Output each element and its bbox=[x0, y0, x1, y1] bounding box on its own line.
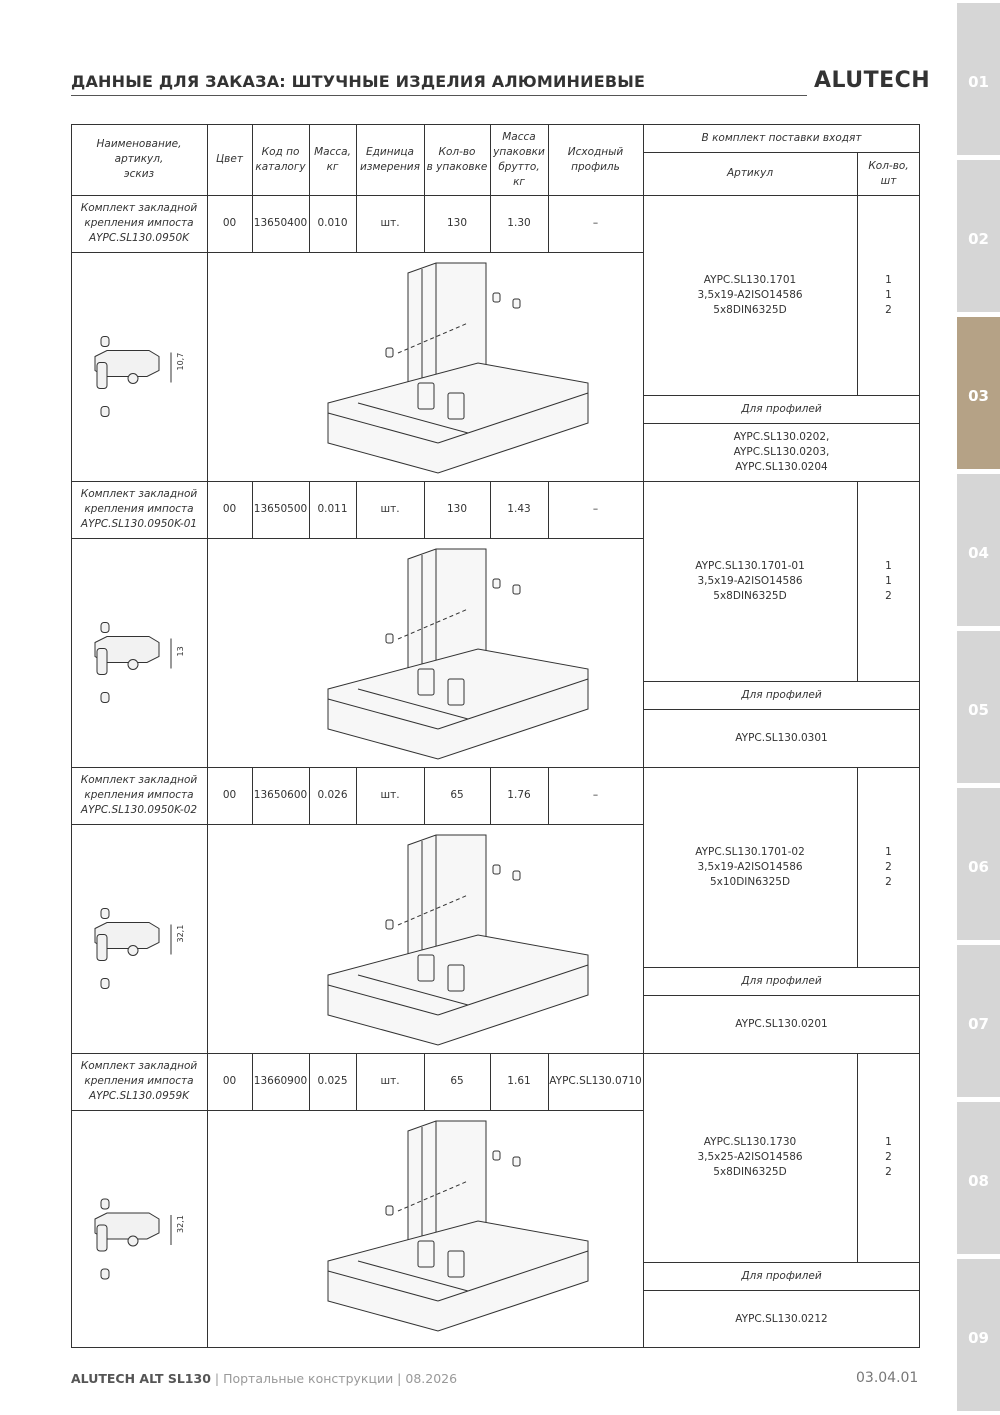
header-unit: Единица измерения bbox=[360, 145, 420, 173]
row-gross-mass: 1.30 bbox=[507, 217, 531, 229]
section-tab-01[interactable]: 01 bbox=[957, 3, 1000, 155]
row-source-profile: AYPC.SL130.0710 bbox=[549, 1075, 642, 1087]
section-tab-09[interactable]: 09 bbox=[957, 1259, 1000, 1411]
header-article: Артикул bbox=[726, 167, 774, 179]
row-color: 00 bbox=[222, 503, 237, 515]
header-mass: Масса, кг bbox=[314, 145, 351, 173]
row-mass: 0.010 bbox=[317, 217, 348, 229]
row-unit: шт. bbox=[380, 503, 400, 515]
section-tab-07[interactable]: 07 bbox=[957, 945, 1000, 1097]
row-profiles-label: Для профилей bbox=[741, 688, 822, 701]
row-name: Комплект закладной крепления импоста AYPC.SL130.0950K-01 bbox=[80, 488, 198, 530]
row-unit: шт. bbox=[380, 217, 400, 229]
footer-description: | Портальные конструкции | 08.2026 bbox=[210, 1371, 458, 1386]
row-pack-qty: 130 bbox=[446, 503, 468, 515]
row-source-profile: – bbox=[592, 503, 599, 515]
row-profiles-label: Для профилей bbox=[741, 974, 822, 987]
row-profiles: AYPC.SL130.0202, AYPC.SL130.0203, AYPC.SL130.0204 bbox=[733, 430, 830, 473]
row-gross-mass: 1.43 bbox=[507, 503, 531, 515]
row-qtys: 1 1 2 bbox=[885, 273, 892, 316]
part-sketch bbox=[71, 252, 207, 481]
row-mass: 0.011 bbox=[317, 503, 348, 515]
section-tab-08[interactable]: 08 bbox=[957, 1102, 1000, 1254]
row-unit: шт. bbox=[380, 789, 400, 801]
row-profiles: AYPC.SL130.0201 bbox=[735, 1017, 828, 1030]
row-source-profile: – bbox=[592, 789, 599, 801]
assembly-drawing bbox=[208, 253, 643, 482]
row-articles: AYPC.SL130.1701-01 3,5x19-A2ISO14586 5x8DIN6325D bbox=[695, 559, 805, 602]
row-gross-mass: 1.76 bbox=[507, 789, 531, 801]
assembly-drawing bbox=[208, 539, 643, 768]
header-gross-mass: Масса упаковки брутто, кг bbox=[493, 130, 545, 188]
row-pack-qty: 65 bbox=[450, 1075, 464, 1087]
footer-product: ALUTECH ALT SL130 bbox=[71, 1371, 211, 1386]
footer-credits bbox=[71, 1371, 457, 1386]
header-qty: Кол-во, шт bbox=[868, 159, 909, 187]
assembly-drawing bbox=[208, 825, 643, 1054]
row-profiles: AYPC.SL130.0301 bbox=[735, 731, 828, 744]
row-source-profile: – bbox=[592, 217, 599, 229]
row-code: 13650500 bbox=[253, 503, 308, 515]
row-profiles-label: Для профилей bbox=[741, 402, 822, 415]
section-tab-02[interactable]: 02 bbox=[957, 160, 1000, 312]
row-mass: 0.025 bbox=[317, 1075, 348, 1087]
row-qtys: 1 1 2 bbox=[885, 559, 892, 602]
dimension-label: 32,1 bbox=[176, 1215, 185, 1233]
header-pack-qty: Кол-во в упаковке bbox=[426, 145, 488, 173]
row-code: 13650600 bbox=[253, 789, 308, 801]
row-color: 00 bbox=[222, 789, 237, 801]
row-articles: AYPC.SL130.1701 3,5x19-A2ISO14586 5x8DIN6325D bbox=[697, 273, 803, 316]
section-tab-03[interactable]: 03 bbox=[957, 317, 1000, 469]
part-sketch bbox=[71, 538, 207, 767]
section-sidebar bbox=[957, 0, 1000, 1415]
row-profiles: AYPC.SL130.0212 bbox=[735, 1312, 828, 1325]
row-pack-qty: 130 bbox=[446, 217, 468, 229]
dimension-label: 32,1 bbox=[176, 924, 185, 943]
row-color: 00 bbox=[222, 217, 237, 229]
dimension-label: 13 bbox=[176, 646, 185, 657]
row-articles: AYPC.SL130.1701-02 3,5x19-A2ISO14586 5x10DIN6325D bbox=[695, 845, 805, 888]
header-name: Наименование, артикул, эскиз bbox=[96, 138, 182, 180]
header-included: В комплект поставки входят bbox=[701, 131, 862, 144]
row-name: Комплект закладной крепления импоста AYPC.SL130.0950K-02 bbox=[80, 774, 198, 816]
header-color: Цвет bbox=[216, 153, 243, 165]
header-code: Код по каталогу bbox=[255, 145, 306, 173]
dimension-label: 10,7 bbox=[176, 352, 185, 371]
row-name: Комплект закладной крепления импоста AYPC.SL130.0950K bbox=[80, 202, 198, 244]
page-title: ДАННЫЕ ДЛЯ ЗАКАЗА: ШТУЧНЫЕ ИЗДЕЛИЯ АЛЮМИНИЕВЫЕ bbox=[71, 72, 646, 91]
section-tab-05[interactable]: 05 bbox=[957, 631, 1000, 783]
row-qtys: 1 2 2 bbox=[885, 845, 892, 888]
assembly-drawing bbox=[208, 1111, 643, 1349]
row-mass: 0.026 bbox=[317, 789, 348, 801]
brand-logo: ALUTECH bbox=[814, 68, 931, 93]
part-sketch bbox=[71, 824, 207, 1053]
row-unit: шт. bbox=[380, 1075, 400, 1087]
row-color: 00 bbox=[222, 1075, 237, 1087]
row-code: 13650400 bbox=[253, 217, 308, 229]
page-number: 03.04.01 bbox=[856, 1370, 919, 1386]
row-qtys: 1 2 2 bbox=[885, 1136, 892, 1178]
row-articles: AYPC.SL130.1730 3,5x25-A2ISO14586 5x8DIN6325D bbox=[697, 1136, 803, 1178]
part-sketch bbox=[71, 1110, 207, 1348]
row-gross-mass: 1.61 bbox=[507, 1075, 531, 1087]
row-profiles-label: Для профилей bbox=[741, 1269, 822, 1282]
header-source-profile: Исходный профиль bbox=[567, 145, 624, 173]
section-tab-04[interactable]: 04 bbox=[957, 474, 1000, 626]
section-tab-06[interactable]: 06 bbox=[957, 788, 1000, 940]
row-code: 13660900 bbox=[253, 1075, 308, 1087]
row-name: Комплект закладной крепления импоста AYPC.SL130.0959K bbox=[80, 1060, 198, 1102]
header-divider bbox=[71, 95, 807, 96]
row-pack-qty: 65 bbox=[450, 789, 464, 801]
